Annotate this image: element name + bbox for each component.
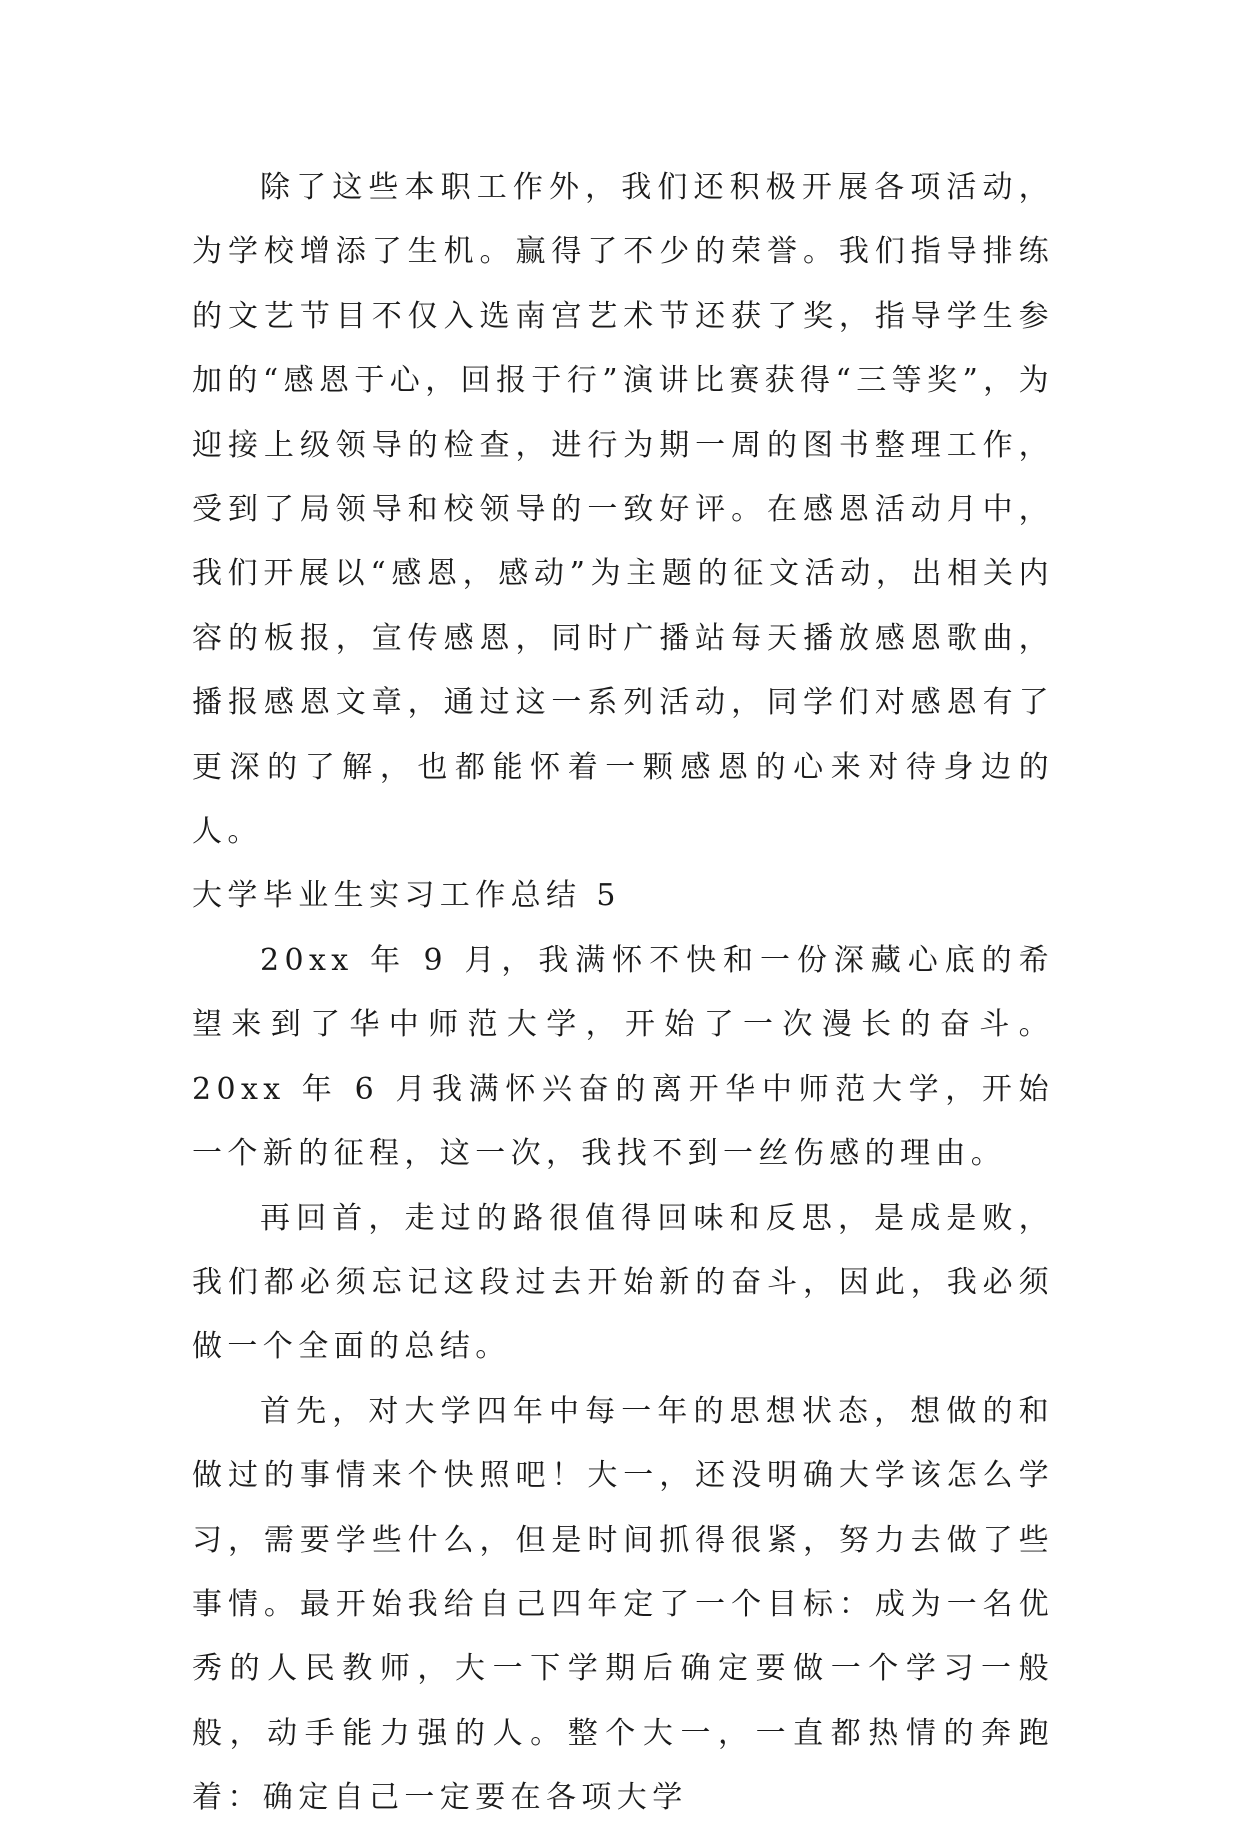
paragraph-first-year: 首先，对大学四年中每一年的思想状态，想做的和做过的事情来个快照吧！大一，还没明确大学该怎么学习，需要学些什么，但是时间抓得很紧，努力去做了些事情。最开始我给自己四年定了一个目标：成为一名优秀的人民教师，大一下学期后确定要做一个学习一般般，动手能力强的人。整个大一，一直都热情的奔跑着：确定自己一定要在各项大学 <box>192 1393 1054 1816</box>
document-page <box>192 156 1054 1831</box>
paragraph-intro: 20xx 年 9 月，我满怀不快和一份深藏心底的希望来到了华中师范大学，开始了一次漫长的奋斗。20xx 年 6 月我满怀兴奋的离开华中师范大学，开始一个新的征程，这一次，我找不到一丝伤感的理由。 <box>192 942 1054 1172</box>
paragraph-activities: 除了这些本职工作外，我们还积极开展各项活动，为学校增添了生机。赢得了不少的荣誉。我们指导排练的文艺节目不仅入选南宫艺术节还获了奖，指导学生参加的“感恩于心，回报于行”演讲比赛获得“三等奖”，为迎接上级领导的检查，进行为期一周的图书整理工作，受到了局领导和校领导的一致好评。在感恩活动月中，我们开展以“感恩，感动”为主题的征文活动，出相关内容的板报，宣传感恩，同时广播站每天播放感恩歌曲，播报感恩文章，通过这一系列活动，同学们对感恩有了更深的了解，也都能怀着一颗感恩的心来对待身边的人。 <box>192 170 1054 850</box>
paragraph-reflection: 再回首，走过的路很值得回味和反思，是成是败，我们都必须忘记这段过去开始新的奋斗，因此，我必须做一个全面的总结。 <box>192 1200 1054 1365</box>
section-heading: 大学毕业生实习工作总结 5 <box>192 878 621 914</box>
